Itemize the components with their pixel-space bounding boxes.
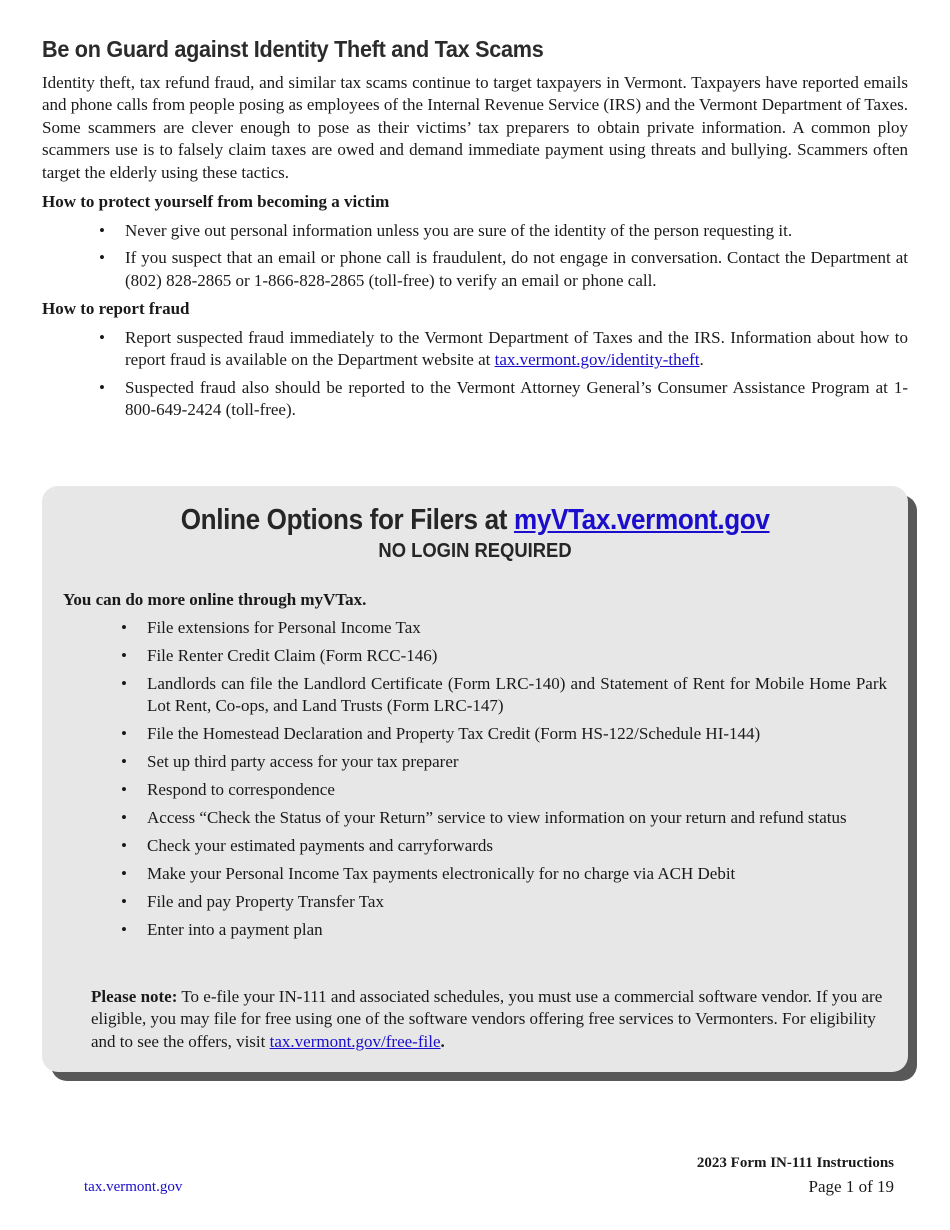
list-item [114, 673, 887, 718]
list-item [114, 779, 887, 801]
guard-intro-paragraph: Identity theft, tax refund fraud, and similar tax scams continue to target taxpayers in Vermont. Taxpayers have reported emails and phone calls from people posing as employees of the Internal Revenue Service (IRS) and the Vermont Department of Taxes. Some scammers are clever enough to pose as their victims’ tax preparers to obtain private information. A common ploy scammers use is to falsely claim taxes are owed and demand immediate payment using threats and bullying. Scammers often target the elderly using these tactics. [42, 73, 908, 182]
list-item [92, 377, 908, 422]
bullet-icon: • [121, 780, 127, 800]
guard-title: Be on Guard against Identity Theft and Tax Scams [42, 36, 544, 62]
list-item [114, 891, 887, 913]
bullet-icon: • [121, 646, 127, 665]
list-item-text: Landlords can file the Landlord Certificate (Form LRC-140) and Statement of Rent for Mobile Home Park Lot Rent, Co-ops, and Land Trusts (Form LRC-147) [147, 674, 887, 716]
bullet-icon: • [121, 618, 127, 637]
list-item-text: Set up third party access for your tax preparer [147, 752, 459, 772]
list-item-text: If you suspect that an email or phone call is fraudulent, do not engage in conversation. Contact the Department at (802) 828-2865 or 1-866-828-2865 (toll-free) to verify an email or phone call. [125, 248, 908, 290]
list-item [114, 723, 887, 745]
list-item-text: Suspected fraud also should be reported to the Vermont Attorney General’s Consumer Assistance Program at 1-800-649-2424 (toll-free). [125, 377, 908, 420]
bullet-icon: • [121, 892, 127, 912]
please-note-end: . [440, 1031, 445, 1051]
list-item-text: Never give out personal information unless you are sure of the identity of the person requesting it. [125, 221, 793, 240]
bullet-icon: • [121, 724, 127, 744]
please-note-label: Please note: [91, 987, 178, 1006]
bullet-icon: • [99, 248, 105, 268]
bullet-icon: • [121, 808, 127, 828]
report-heading: How to report fraud [42, 299, 190, 318]
report-list [92, 327, 908, 427]
identity-theft-link[interactable]: tax.vermont.gov/identity-theft [494, 350, 700, 370]
bullet-icon: • [99, 328, 105, 347]
list-item [114, 617, 887, 639]
online-options-title [42, 504, 908, 537]
list-item [114, 919, 887, 941]
online-options-lead: You can do more online through myVTax. [63, 590, 367, 609]
bullet-icon: • [99, 377, 105, 397]
list-item-text: Report suspected fraud immediately to the Vermont Department of Taxes and the IRS. Information about how to report fraud is available on the Department website at [125, 328, 908, 370]
list-item-text: Check your estimated payments and carryforwards [147, 836, 494, 856]
bullet-icon: • [121, 836, 127, 856]
list-item [92, 327, 908, 372]
list-item [114, 807, 887, 829]
please-note-paragraph [91, 986, 887, 1053]
bullet-icon: • [121, 674, 127, 693]
list-item-text: Access “Check the Status of your Return” service to view information on your return and refund status [147, 808, 847, 828]
list-item-text: Enter into a payment plan [147, 920, 323, 940]
list-item [92, 220, 908, 242]
protect-heading: How to protect yourself from becoming a victim [42, 192, 390, 211]
bullet-icon: • [99, 221, 105, 240]
list-item [114, 645, 887, 667]
footer-form-title: 2023 Form IN-111 Instructions [696, 1155, 894, 1171]
list-item [114, 835, 887, 857]
no-login-subtitle-text: NO LOGIN REQUIRED [378, 540, 572, 562]
list-item-text: File the Homestead Declaration and Property Tax Credit (Form HS-122/Schedule HI-144) [147, 724, 761, 744]
list-item-text: Make your Personal Income Tax payments electronically for no charge via ACH Debit [147, 864, 736, 884]
please-note-text: To e-file your IN-111 and associated schedules, you must use a commercial software vendor. If you are eligible, you may file for free using one of the software vendors offering free services to Vermonters. For eligibility and to see the offers, visit [91, 987, 883, 1051]
list-item-text: Respond to correspondence [147, 780, 335, 800]
protect-list [92, 220, 908, 297]
list-item-text: File extensions for Personal Income Tax [147, 618, 421, 637]
bullet-icon: • [121, 920, 127, 940]
myvtax-link[interactable]: myVTax.vermont.gov [513, 504, 770, 536]
list-item [114, 751, 887, 773]
no-login-subtitle [42, 540, 908, 563]
free-file-link[interactable]: tax.vermont.gov/free-file [269, 1031, 441, 1051]
online-options-list [114, 617, 887, 947]
bullet-icon: • [121, 864, 127, 884]
list-item [92, 247, 908, 292]
list-item-text: File Renter Credit Claim (Form RCC-146) [147, 646, 438, 665]
footer-page-number: Page 1 of 19 [808, 1177, 894, 1196]
footer-site-link[interactable]: tax.vermont.gov [84, 1179, 183, 1195]
online-options-title-text: Online Options for Filers at [180, 504, 514, 536]
online-options-box [42, 486, 908, 1072]
list-item-text: File and pay Property Transfer Tax [147, 892, 384, 912]
list-item [114, 863, 887, 885]
list-item-end: . [699, 350, 704, 370]
bullet-icon: • [121, 752, 127, 772]
